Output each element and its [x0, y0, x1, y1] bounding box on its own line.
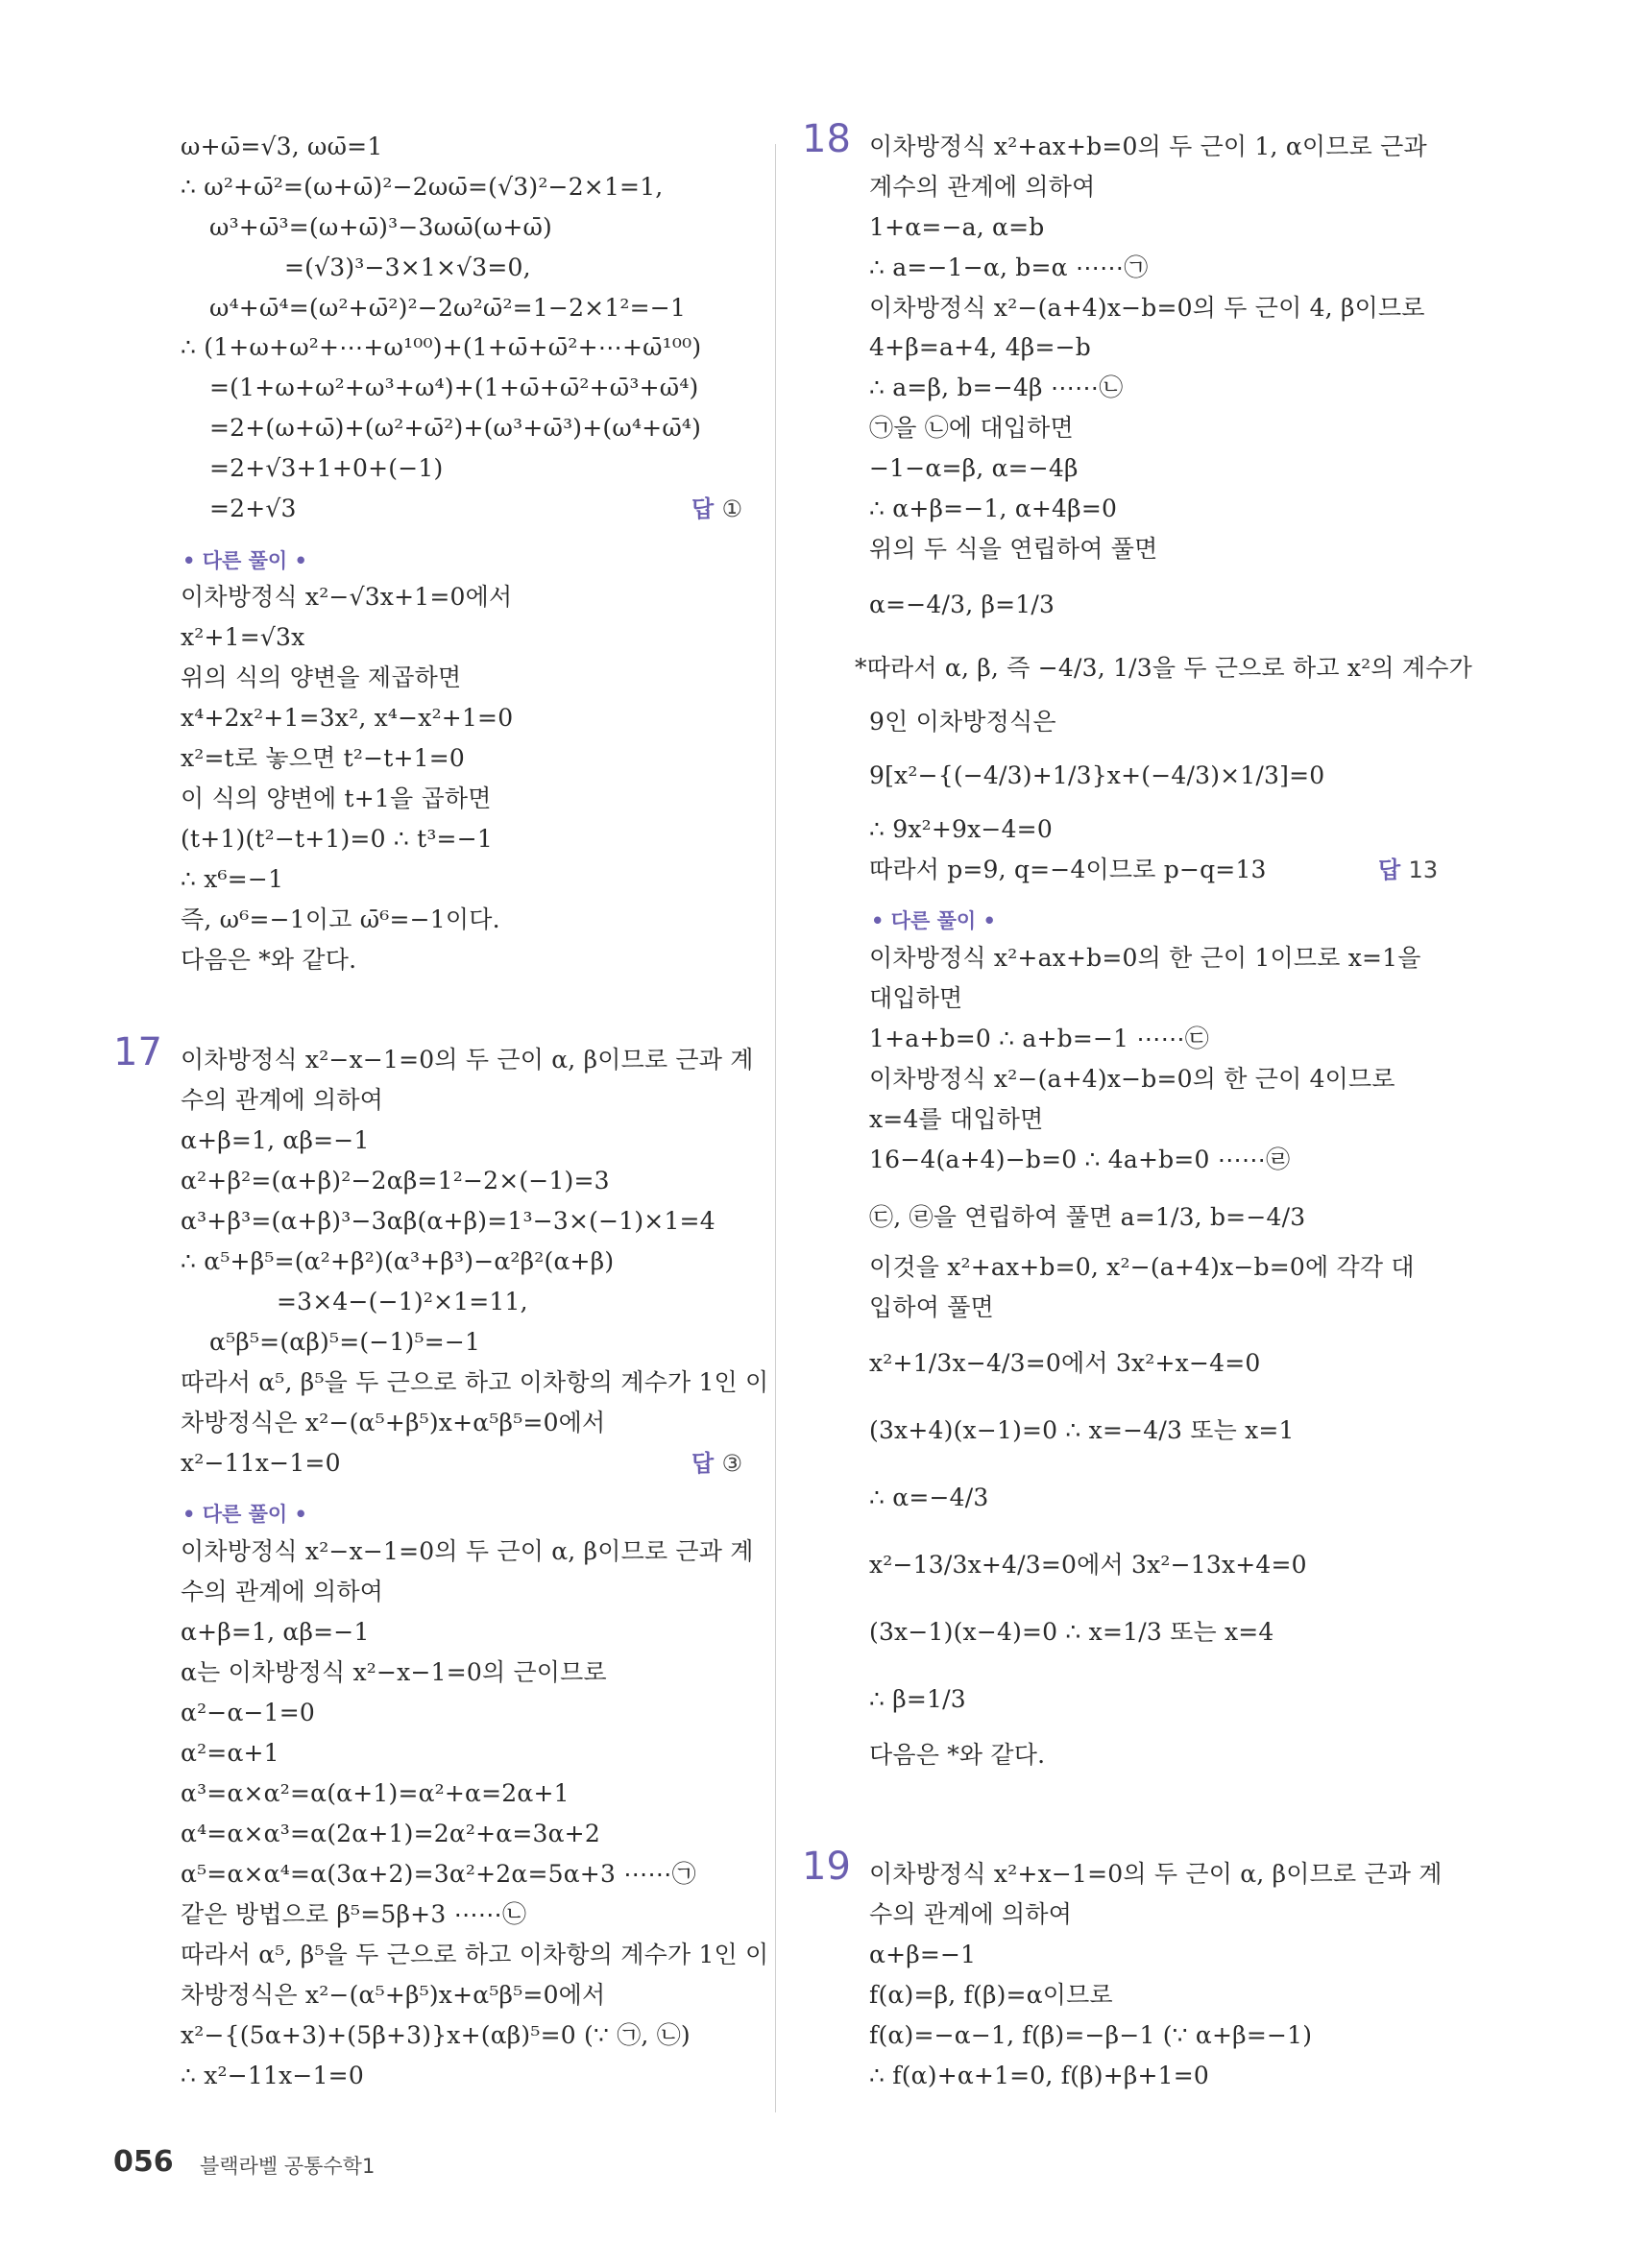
- alt-solution-label: • 다른 풀이 •: [182, 549, 307, 572]
- left-solution-line: 위의 식의 양변을 제곱하면: [181, 664, 462, 691]
- book-title: 블랙라벨 공통수학1: [200, 2155, 376, 2178]
- left-solution-line: α³+β³=(α+β)³−3αβ(α+β)=1³−3×(−1)×1=4: [181, 1207, 715, 1235]
- problem-number: 18: [802, 117, 851, 161]
- right-solution-line: 16−4(a+4)−b=0 ∴ 4a+b=0 ⋯⋯㉣: [869, 1146, 1291, 1173]
- left-solution-line: =3×4−(−1)²×1=11,: [277, 1288, 528, 1315]
- left-solution-line: ∴ x⁶=−1: [181, 865, 284, 893]
- left-solution-line: α³=α×α²=α(α+1)=α²+α=2α+1: [181, 1779, 570, 1807]
- right-solution-line: ∴ β=1/3: [869, 1685, 966, 1713]
- right-solution-line: ∴ a=β, b=−4β ⋯⋯㉡: [869, 374, 1124, 401]
- alt-solution-label: • 다른 풀이 •: [182, 1503, 307, 1526]
- right-solution-line: 1+α=−a, α=b: [869, 213, 1045, 241]
- right-solution-line: 따라서 p=9, q=−4이므로 p−q=13: [869, 856, 1267, 883]
- right-solution-line: *따라서 α, β, 즉 −4/3, 1/3을 두 근으로 하고 x²의 계수가: [855, 654, 1472, 682]
- problem-number: 17: [113, 1030, 162, 1074]
- left-solution-line: ω⁴+ω̄⁴=(ω²+ω̄²)²−2ω²ω̄²=1−2×1²=−1: [209, 294, 687, 322]
- left-solution-line: 따라서 α⁵, β⁵을 두 근으로 하고 이차항의 계수가 1인 이: [181, 1368, 769, 1396]
- right-solution-line: 이차방정식 x²+x−1=0의 두 근이 α, β이므로 근과 계: [869, 1860, 1443, 1888]
- left-solution-line: ∴ α⁵+β⁵=(α²+β²)(α³+β³)−α²β²(α+β): [181, 1247, 615, 1275]
- left-solution-line: 이차방정식 x²−x−1=0의 두 근이 α, β이므로 근과 계: [181, 1537, 754, 1565]
- left-solution-line: 이차방정식 x²−√3x+1=0에서: [181, 583, 513, 611]
- left-solution-line: 즉, ω⁶=−1이고 ω̄⁶=−1이다.: [181, 905, 500, 933]
- right-solution-line: 4+β=a+4, 4β=−b: [869, 333, 1091, 361]
- left-solution-line: 따라서 α⁵, β⁵을 두 근으로 하고 이차항의 계수가 1인 이: [181, 1941, 769, 1968]
- left-solution-line: 이차방정식 x²−x−1=0의 두 근이 α, β이므로 근과 계: [181, 1046, 754, 1074]
- right-solution-line: 9인 이차방정식은: [869, 708, 1056, 736]
- left-solution-line: ∴ (1+ω+ω²+⋯+ω¹⁰⁰)+(1+ω̄+ω̄²+⋯+ω̄¹⁰⁰): [181, 333, 702, 361]
- right-solution-line: x²+1/3x−4/3=0에서 3x²+x−4=0: [869, 1349, 1261, 1377]
- page-number: 056: [113, 2145, 174, 2179]
- left-solution-line: =(√3)³−3×1×√3=0,: [284, 253, 531, 281]
- right-solution-line: ∴ a=−1−α, b=α ⋯⋯㉠: [869, 253, 1149, 281]
- left-solution-line: ω³+ω̄³=(ω+ω̄)³−3ωω̄(ω+ω̄): [209, 213, 553, 241]
- left-solution-line: =2+(ω+ω̄)+(ω²+ω̄²)+(ω³+ω̄³)+(ω⁴+ω̄⁴): [209, 414, 702, 442]
- left-solution-line: ∴ ω²+ω̄²=(ω+ω̄)²−2ωω̄=(√3)²−2×1=1,: [181, 173, 664, 201]
- right-solution-line: x=4를 대입하면: [869, 1105, 1044, 1133]
- left-solution-line: α+β=1, αβ=−1: [181, 1126, 370, 1154]
- right-solution-line: −1−α=β, α=−4β: [869, 454, 1079, 482]
- left-solution-line: 같은 방법으로 β⁵=5β+3 ⋯⋯㉡: [181, 1900, 527, 1928]
- right-solution-line: ㉠을 ㉡에 대입하면: [869, 414, 1074, 442]
- left-solution-line: x²−{(5α+3)+(5β+3)}x+(αβ)⁵=0 (∵ ㉠, ㉡): [181, 2021, 691, 2049]
- right-solution-line: 이것을 x²+ax+b=0, x²−(a+4)x−b=0에 각각 대: [869, 1253, 1415, 1281]
- right-solution-line: 1+a+b=0 ∴ a+b=−1 ⋯⋯㉢: [869, 1025, 1209, 1052]
- left-solution-line: x²−11x−1=0: [181, 1449, 341, 1477]
- left-solution-line: 차방정식은 x²−(α⁵+β⁵)x+α⁵β⁵=0에서: [181, 1981, 606, 2009]
- left-solution-line: 수의 관계에 의하여: [181, 1578, 384, 1605]
- right-solution-line: 이차방정식 x²−(a+4)x−b=0의 한 근이 4이므로: [869, 1065, 1395, 1093]
- answer-mark: 답 ①: [691, 495, 743, 522]
- right-solution-line: 이차방정식 x²−(a+4)x−b=0의 두 근이 4, β이므로: [869, 294, 1425, 322]
- right-solution-line: ㉢, ㉣을 연립하여 풀면 a=1/3, b=−4/3: [869, 1203, 1306, 1231]
- right-solution-line: α+β=−1: [869, 1941, 977, 1968]
- right-solution-line: α=−4/3, β=1/3: [869, 591, 1055, 618]
- left-solution-line: =2+√3+1+0+(−1): [209, 454, 444, 482]
- left-solution-line: α²−α−1=0: [181, 1699, 316, 1726]
- left-solution-line: x²+1=√3x: [181, 623, 305, 651]
- right-solution-line: (3x−1)(x−4)=0 ∴ x=1/3 또는 x=4: [869, 1618, 1274, 1646]
- right-solution-line: ∴ f(α)+α+1=0, f(β)+β+1=0: [869, 2062, 1210, 2089]
- left-solution-line: =2+√3: [209, 495, 297, 522]
- right-solution-line: ∴ 9x²+9x−4=0: [869, 815, 1053, 843]
- left-solution-line: 다음은 *와 같다.: [181, 946, 357, 974]
- right-solution-line: ∴ α+β=−1, α+4β=0: [869, 495, 1118, 522]
- right-solution-line: 9[x²−{(−4/3)+1/3}x+(−4/3)×1/3]=0: [869, 761, 1325, 789]
- left-solution-line: α⁵=α×α⁴=α(3α+2)=3α²+2α=5α+3 ⋯⋯㉠: [181, 1860, 696, 1888]
- right-solution-line: (3x+4)(x−1)=0 ∴ x=−4/3 또는 x=1: [869, 1416, 1295, 1444]
- left-solution-line: x⁴+2x²+1=3x², x⁴−x²+1=0: [181, 704, 514, 732]
- left-solution-line: x²=t로 놓으면 t²−t+1=0: [181, 744, 465, 772]
- left-solution-line: 차방정식은 x²−(α⁵+β⁵)x+α⁵β⁵=0에서: [181, 1409, 606, 1436]
- left-solution-line: α+β=1, αβ=−1: [181, 1618, 370, 1646]
- left-solution-line: 이 식의 양변에 t+1을 곱하면: [181, 784, 492, 812]
- left-solution-line: α²+β²=(α+β)²−2αβ=1²−2×(−1)=3: [181, 1167, 610, 1194]
- right-solution-line: ∴ α=−4/3: [869, 1484, 989, 1511]
- left-solution-line: 수의 관계에 의하여: [181, 1086, 384, 1114]
- right-solution-line: 입하여 풀면: [869, 1293, 994, 1321]
- right-solution-line: 위의 두 식을 연립하여 풀면: [869, 535, 1158, 563]
- left-solution-line: (t+1)(t²−t+1)=0 ∴ t³=−1: [181, 825, 493, 853]
- answer-mark: 답 ③: [691, 1450, 743, 1477]
- left-solution-line: α⁴=α×α³=α(2α+1)=2α²+α=3α+2: [181, 1820, 600, 1847]
- left-solution-line: ω+ω̄=√3, ωω̄=1: [181, 133, 383, 160]
- right-solution-line: 이차방정식 x²+ax+b=0의 두 근이 1, α이므로 근과: [869, 133, 1427, 160]
- answer-mark: 답 13: [1378, 857, 1439, 883]
- right-solution-line: f(α)=−α−1, f(β)=−β−1 (∵ α+β=−1): [869, 2021, 1313, 2049]
- column-divider: [775, 144, 776, 2112]
- right-solution-line: f(α)=β, f(β)=α이므로: [869, 1981, 1113, 2009]
- right-solution-line: 대입하면: [869, 984, 963, 1012]
- left-solution-line: α⁵β⁵=(αβ)⁵=(−1)⁵=−1: [209, 1328, 481, 1356]
- left-solution-line: =(1+ω+ω²+ω³+ω⁴)+(1+ω̄+ω̄²+ω̄³+ω̄⁴): [209, 374, 699, 401]
- right-solution-line: 수의 관계에 의하여: [869, 1900, 1073, 1928]
- left-solution-line: α²=α+1: [181, 1739, 279, 1767]
- problem-number: 19: [802, 1845, 851, 1889]
- left-solution-line: α는 이차방정식 x²−x−1=0의 근이므로: [181, 1658, 607, 1686]
- right-solution-line: 계수의 관계에 의하여: [869, 173, 1096, 201]
- right-solution-line: 다음은 *와 같다.: [869, 1741, 1046, 1769]
- left-solution-line: ∴ x²−11x−1=0: [181, 2062, 364, 2089]
- right-solution-line: x²−13/3x+4/3=0에서 3x²−13x+4=0: [869, 1551, 1307, 1579]
- right-solution-line: 이차방정식 x²+ax+b=0의 한 근이 1이므로 x=1을: [869, 944, 1421, 972]
- alt-solution-label: • 다른 풀이 •: [871, 909, 996, 932]
